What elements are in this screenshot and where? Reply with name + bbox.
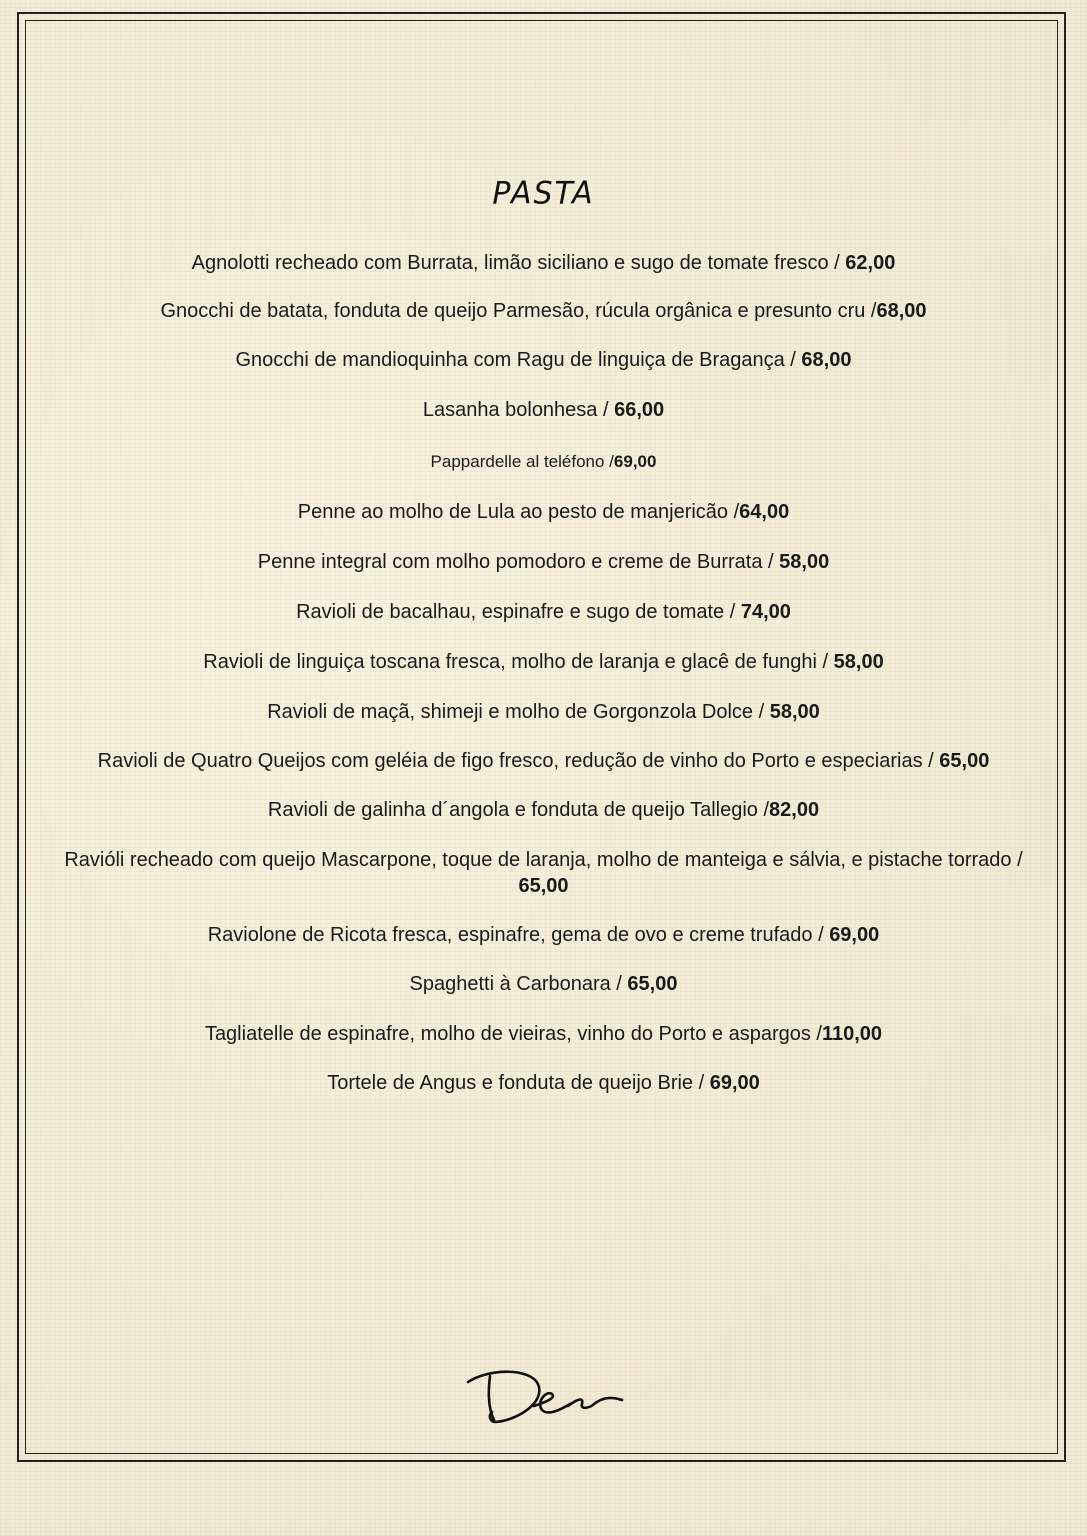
menu-item-name: Gnocchi de mandioquinha com Ragu de linguiça de Bragança / <box>235 349 802 371</box>
menu-item-name: Spaghetti à Carbonara / <box>409 973 628 995</box>
menu-item <box>40 449 1047 475</box>
menu-item-price: 110,00 <box>821 1023 883 1045</box>
menu-item-price: 65,00 <box>939 750 990 772</box>
menu-item-name: Tagliatelle de espinafre, molho de vieiras, vinho do Porto e aspargos / <box>204 1023 822 1045</box>
menu-item-name: Gnocchi de batata, fonduta de queijo Parmesão, rúcula orgânica e presunto cru / <box>160 300 877 322</box>
menu-item <box>40 499 1047 525</box>
menu-item-price: 62,00 <box>845 252 896 274</box>
menu-item-price: 58,00 <box>779 551 830 573</box>
menu-item-name: Penne integral com molho pomodoro e creme de Burrata / <box>257 551 780 573</box>
menu-item-name: Ravioli de Quatro Queijos com geléia de figo fresco, redução de vinho do Porto e especiarias / <box>97 750 940 772</box>
menu-item <box>40 1070 1047 1096</box>
menu-item-name: Ravióli recheado com queijo Mascarpone, toque de laranja, molho de manteiga e sálvia, e pistache torrado / <box>64 849 1023 871</box>
menu-title: PASTA <box>492 175 595 212</box>
menu-item <box>40 797 1047 823</box>
menu-item-price: 64,00 <box>739 501 790 523</box>
menu-item-name: Ravioli de bacalhau, espinafre e sugo de tomate / <box>296 601 741 623</box>
menu-item <box>40 649 1047 675</box>
menu-item-name: Ravioli de maçã, shimeji e molho de Gorgonzola Dolce / <box>267 701 770 723</box>
menu-item-price: 74,00 <box>740 601 791 623</box>
menu-item <box>40 971 1047 997</box>
menu-item-price: 65,00 <box>518 875 569 897</box>
menu-item-price: 65,00 <box>627 973 678 995</box>
menu-item <box>40 549 1047 575</box>
signature-logo-icon <box>460 1362 630 1432</box>
menu-item <box>40 298 1047 324</box>
menu-item <box>40 748 1047 774</box>
menu-item-price: 68,00 <box>876 300 927 322</box>
menu-item-name: Ravioli de linguiça toscana fresca, molho de laranja e glacê de funghi / <box>203 651 834 673</box>
menu-item-price: 58,00 <box>769 701 820 723</box>
menu-item-price: 68,00 <box>801 349 852 371</box>
menu-item-price: 82,00 <box>769 799 820 821</box>
menu-item-price: 69,00 <box>613 452 657 471</box>
menu-item <box>40 347 1047 373</box>
menu-item-price: 58,00 <box>833 651 884 673</box>
menu-item <box>40 397 1047 423</box>
menu-item-name: Tortele de Angus e fonduta de queijo Brie / <box>327 1072 710 1094</box>
menu-item <box>60 847 1027 899</box>
menu-item <box>40 922 1047 948</box>
menu-item <box>40 250 1047 276</box>
menu-item-price: 66,00 <box>614 399 665 421</box>
menu-item-name: Raviolone de Ricota fresca, espinafre, gema de ovo e creme trufado / <box>207 924 830 946</box>
menu-item <box>40 599 1047 625</box>
menu-item-name: Penne ao molho de Lula ao pesto de manjericão / <box>297 501 740 523</box>
menu-item-name: Lasanha bolonhesa / <box>422 399 615 421</box>
menu-item-name: Agnolotti recheado com Burrata, limão siciliano e sugo de tomate fresco / <box>191 252 846 274</box>
menu-item-name: Ravioli de galinha d´angola e fonduta de queijo Tallegio / <box>267 799 770 821</box>
menu-item-name: Pappardelle al teléfono / <box>430 452 614 471</box>
menu-item <box>40 699 1047 725</box>
menu-item <box>40 1021 1047 1047</box>
menu-item-price: 69,00 <box>709 1072 760 1094</box>
menu-item-price: 69,00 <box>829 924 880 946</box>
inner-border <box>25 20 1058 1454</box>
